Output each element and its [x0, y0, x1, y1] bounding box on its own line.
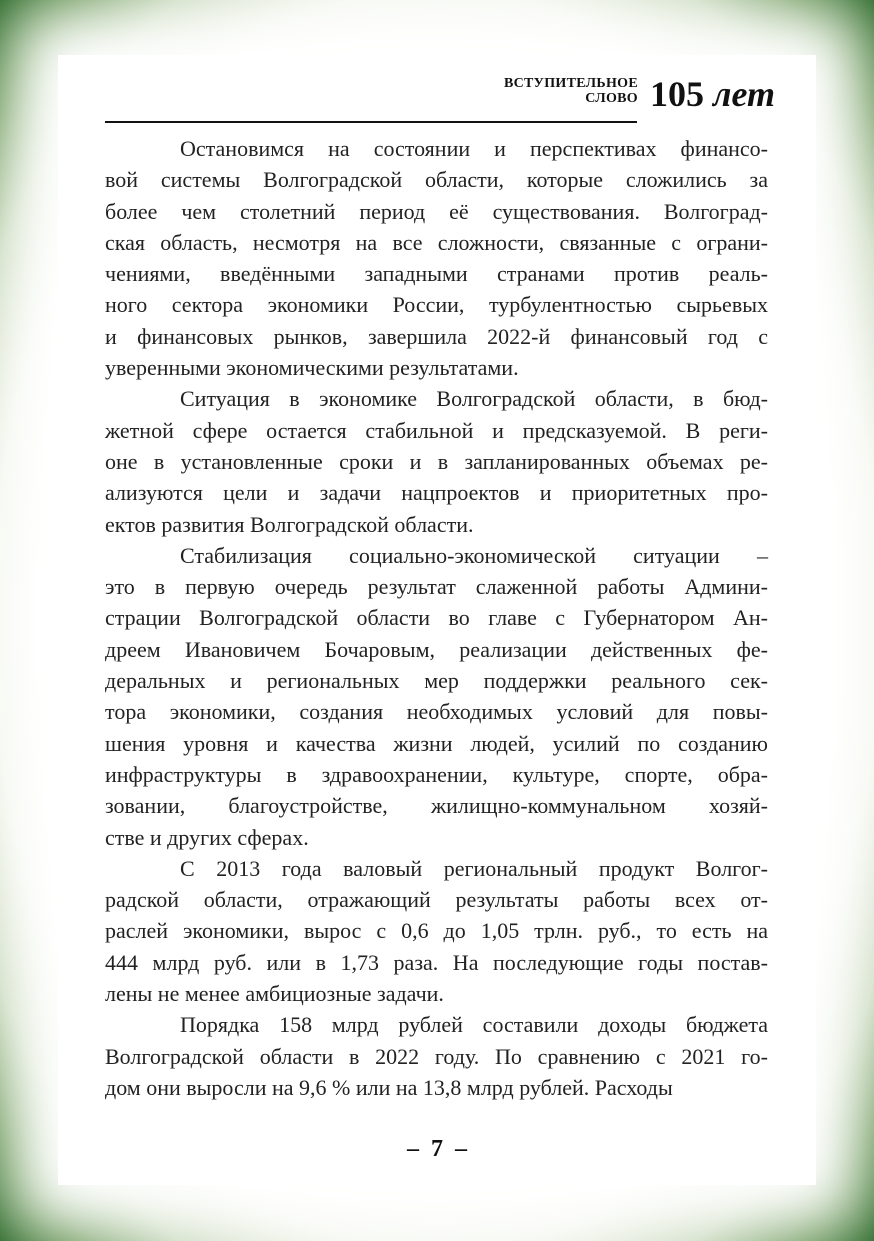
text-line: раслей экономики, вырос с 0,6 до 1,05 трлн. руб., то есть на [105, 918, 768, 944]
text-line: ного сектора экономики России, турбулентностью сырьевых [105, 292, 768, 318]
text-line: вой системы Волгоградской области, которые сложились за [105, 167, 768, 193]
text-line: чениями, введёнными западными странами против реаль- [105, 261, 768, 287]
text-line: шения уровня и качества жизни людей, усилий по созданию [105, 730, 768, 756]
section-title [504, 76, 638, 106]
header-rule [105, 121, 637, 123]
paragraph [105, 133, 768, 383]
running-header [0, 0, 874, 130]
text-line: деральных и региональных мер поддержки реального сек- [105, 668, 768, 694]
section-title-line1: ВСТУПИТЕЛЬНОЕ [503, 76, 638, 91]
text-line: Остановимся на состоянии и перспективах финансо- [180, 136, 768, 161]
text-line: уверенными экономическими результатами. [105, 355, 519, 381]
paragraph [105, 540, 768, 853]
anniversary-number: 105 [650, 74, 704, 114]
text-line: дреем Ивановичем Бочаровым, реализации действенных фе- [105, 636, 768, 662]
text-line: тора экономики, создания необходимых условий для повы- [105, 699, 768, 725]
text-line: ализуются цели и задачи нацпроектов и приоритетных про- [105, 480, 768, 506]
text-line: ская область, несмотря на все сложности, связанные с ограни- [105, 229, 768, 255]
anniversary-mark [650, 72, 775, 116]
anniversary-word: лет [713, 74, 775, 114]
text-line: стве и других сферах. [105, 824, 309, 850]
text-line: страции Волгоградской области во главе с Губернатором Ан- [105, 605, 768, 631]
text-line: и финансовых рынков, завершила 2022-й финансовый год с [105, 323, 768, 349]
text-line: радской области, отражающий результаты работы всех от- [105, 887, 768, 913]
text-line: Стабилизация социально-экономической ситуации – [180, 542, 768, 568]
text-line: оне в установленные сроки и в запланированных объемах ре- [105, 448, 768, 474]
page-number: – 7 – [407, 1136, 467, 1162]
text-line: это в первую очередь результат слаженной работы Админи- [105, 574, 768, 600]
text-line: Порядка 158 млрд рублей составили доходы бюджета [180, 1012, 768, 1038]
text-line: более чем столетний период её существования. Волгоград- [105, 198, 768, 224]
paragraph [105, 1009, 768, 1103]
paragraph [105, 853, 768, 1009]
body-text [105, 133, 768, 1103]
text-line: 444 млрд руб. или в 1,73 раза. На последующие годы постав- [105, 949, 768, 975]
text-line: Волгоградской области в 2022 году. По сравнению с 2021 го- [105, 1043, 768, 1069]
text-line: дом они выросли на 9,6 % или на 13,8 млрд рублей. Расходы [105, 1074, 673, 1100]
paragraph [105, 383, 768, 539]
text-line: Ситуация в экономике Волгоградской области, в бюд- [180, 386, 768, 412]
text-line: С 2013 года валовый региональный продукт Волгог- [180, 855, 768, 881]
text-line: зовании, благоустройстве, жилищно-коммунальном хозяй- [105, 793, 768, 819]
text-line: лены не менее амбициозные задачи. [105, 981, 444, 1007]
section-title-line2: СЛОВО [585, 91, 638, 106]
text-line: жетной сфере остается стабильной и предсказуемой. В реги- [105, 417, 768, 443]
text-line: инфраструктуры в здравоохранении, культуре, спорте, обра- [105, 761, 768, 787]
text-line: ектов развития Волгоградской области. [105, 511, 474, 537]
